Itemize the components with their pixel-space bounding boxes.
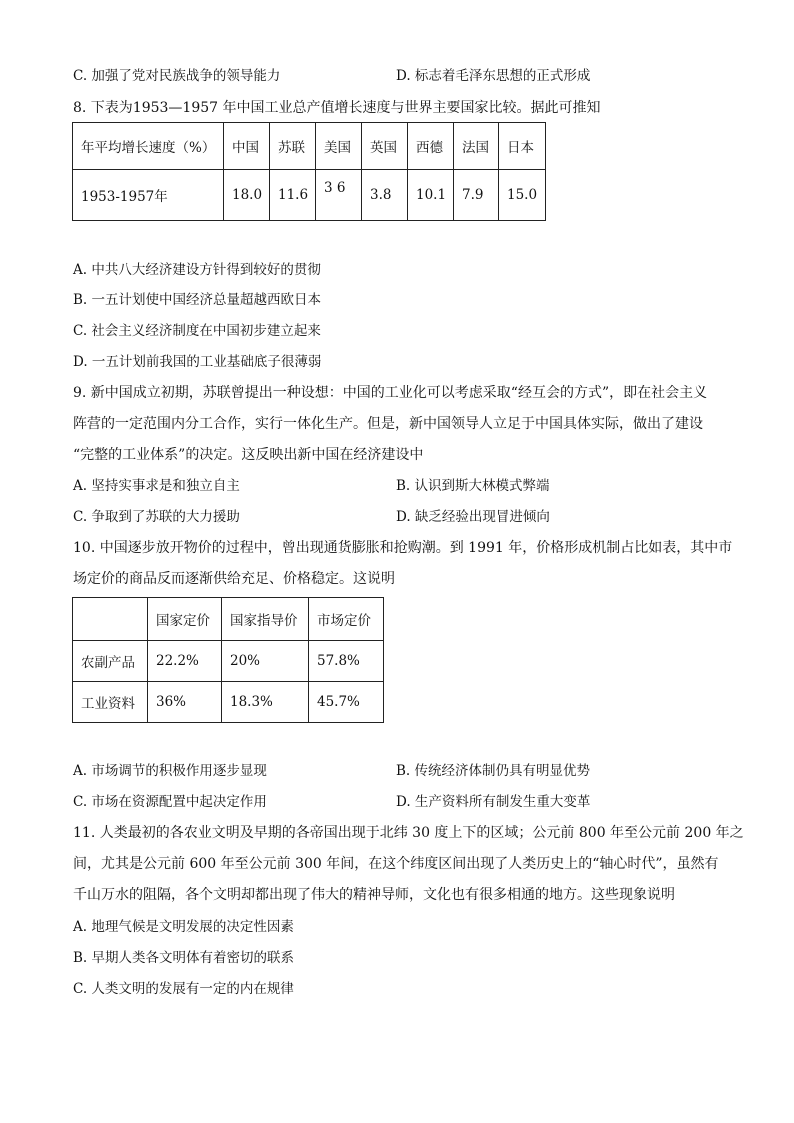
q9-option-a: A. 坚持实事求是和独立自主 xyxy=(73,478,240,494)
table-header-cell: 市场定价 xyxy=(309,598,384,641)
table-header-cell xyxy=(73,598,148,641)
q7-option-c: C. 加强了党对民族战争的领导能力 xyxy=(73,68,281,84)
q11-option-b: B. 早期人类各文明体有着密切的联系 xyxy=(73,950,295,966)
q11-stem-line-3: 千山万水的阻隔，各个文明却都出现了伟大的精神导师，文化也有很多相通的地方。这些现象说明 xyxy=(73,887,675,903)
q10-option-b: B. 传统经济体制仍具有明显优势 xyxy=(396,763,591,779)
table-cell: 11.6 xyxy=(270,170,316,221)
q8-option-a: A. 中共八大经济建设方针得到较好的贯彻 xyxy=(73,262,321,278)
q11-stem-line-2: 间，尤其是公元前 600 年至公元前 300 年间，在这个纬度区间出现了人类历史上的“轴心时代”，虽然有 xyxy=(73,856,719,872)
q10-option-c: C. 市场在资源配置中起决定作用 xyxy=(73,794,267,810)
q9-stem-line-2: 阵营的一定范围内分工合作，实行一体化生产。但是，新中国领导人立足于中国具体实际，做出了建设 xyxy=(73,416,703,432)
table-cell xyxy=(316,170,362,221)
q10-option-d: D. 生产资料所有制发生重大变革 xyxy=(396,794,591,810)
table-header-cell: 中国 xyxy=(224,123,270,170)
table-header-cell: 西德 xyxy=(408,123,454,170)
table-cell: 45.7% xyxy=(309,682,384,723)
table-header-cell: 国家定价 xyxy=(148,598,222,641)
q9-stem-line-1: 9. 新中国成立初期，苏联曾提出一种设想：中国的工业化可以考虑采取“经互会的方式”，即在社会主义 xyxy=(73,385,708,401)
q9-option-b: B. 认识到斯大林模式弊端 xyxy=(396,478,550,494)
table-row xyxy=(73,641,384,682)
q9-stem-line-3: “完整的工业体系”的决定。这反映出新中国在经济建设中 xyxy=(73,447,424,463)
table-cell: 15.0 xyxy=(499,170,546,221)
table-cell: 农副产品 xyxy=(73,641,148,682)
table-cell: 7.9 xyxy=(454,170,499,221)
q9-option-d: D. 缺乏经验出现冒进倾向 xyxy=(396,509,550,525)
table-header-row xyxy=(73,598,384,641)
table-cell: 18.0 xyxy=(224,170,270,221)
table-header-row xyxy=(73,123,546,170)
q8-growth-table xyxy=(72,122,546,221)
table-cell: 22.2% xyxy=(148,641,222,682)
table-cell: 36% xyxy=(148,682,222,723)
q9-option-c: C. 争取到了苏联的大力援助 xyxy=(73,509,240,525)
q11-stem-line-1: 11. 人类最初的各农业文明及早期的各帝国出现于北纬 30 度上下的区域；公元前 800 年至公元前 200 年之 xyxy=(73,825,744,841)
table-header-cell: 年平均增长速度（%） xyxy=(73,123,224,170)
table-cell: 1953-1957年 xyxy=(73,170,224,221)
table-cell: 工业资料 xyxy=(73,682,148,723)
q10-stem-line-2: 场定价的商品反而逐渐供给充足、价格稳定。这说明 xyxy=(73,571,395,587)
table-cell: 20% xyxy=(222,641,309,682)
q8-stem: 8. 下表为1953—1957 年中国工业总产值增长速度与世界主要国家比较。据此可推知 xyxy=(73,100,601,116)
q8-option-c: C. 社会主义经济制度在中国初步建立起来 xyxy=(73,323,321,339)
q10-stem-line-1: 10. 中国逐步放开物价的过程中，曾出现通货膨胀和抢购潮。到 1991 年，价格形成机制占比如表，其中市 xyxy=(73,540,733,556)
table-cell: 18.3% xyxy=(222,682,309,723)
q11-option-a: A. 地理气候是文明发展的决定性因素 xyxy=(73,919,294,935)
table-cell: 3.8 xyxy=(362,170,408,221)
table-cell: 10.1 xyxy=(408,170,454,221)
q8-option-d: D. 一五计划前我国的工业基础底子很薄弱 xyxy=(73,354,322,370)
table-cell: 57.8% xyxy=(309,641,384,682)
q10-pricing-table xyxy=(72,597,384,723)
q8-option-b: B. 一五计划使中国经济总量超越西欧日本 xyxy=(73,292,322,308)
q7-option-d: D. 标志着毛泽东思想的正式形成 xyxy=(396,68,591,84)
q11-option-c: C. 人类文明的发展有一定的内在规律 xyxy=(73,981,294,997)
table-header-cell: 英国 xyxy=(362,123,408,170)
table-header-cell: 苏联 xyxy=(270,123,316,170)
q10-option-a: A. 市场调节的积极作用逐步显现 xyxy=(73,763,267,779)
table-header-cell: 日本 xyxy=(499,123,546,170)
table-header-cell: 法国 xyxy=(454,123,499,170)
table-row xyxy=(73,682,384,723)
table-cell-text: 3 6 xyxy=(324,180,346,196)
table-header-cell: 美国 xyxy=(316,123,362,170)
table-row xyxy=(73,170,546,221)
table-header-cell: 国家指导价 xyxy=(222,598,309,641)
